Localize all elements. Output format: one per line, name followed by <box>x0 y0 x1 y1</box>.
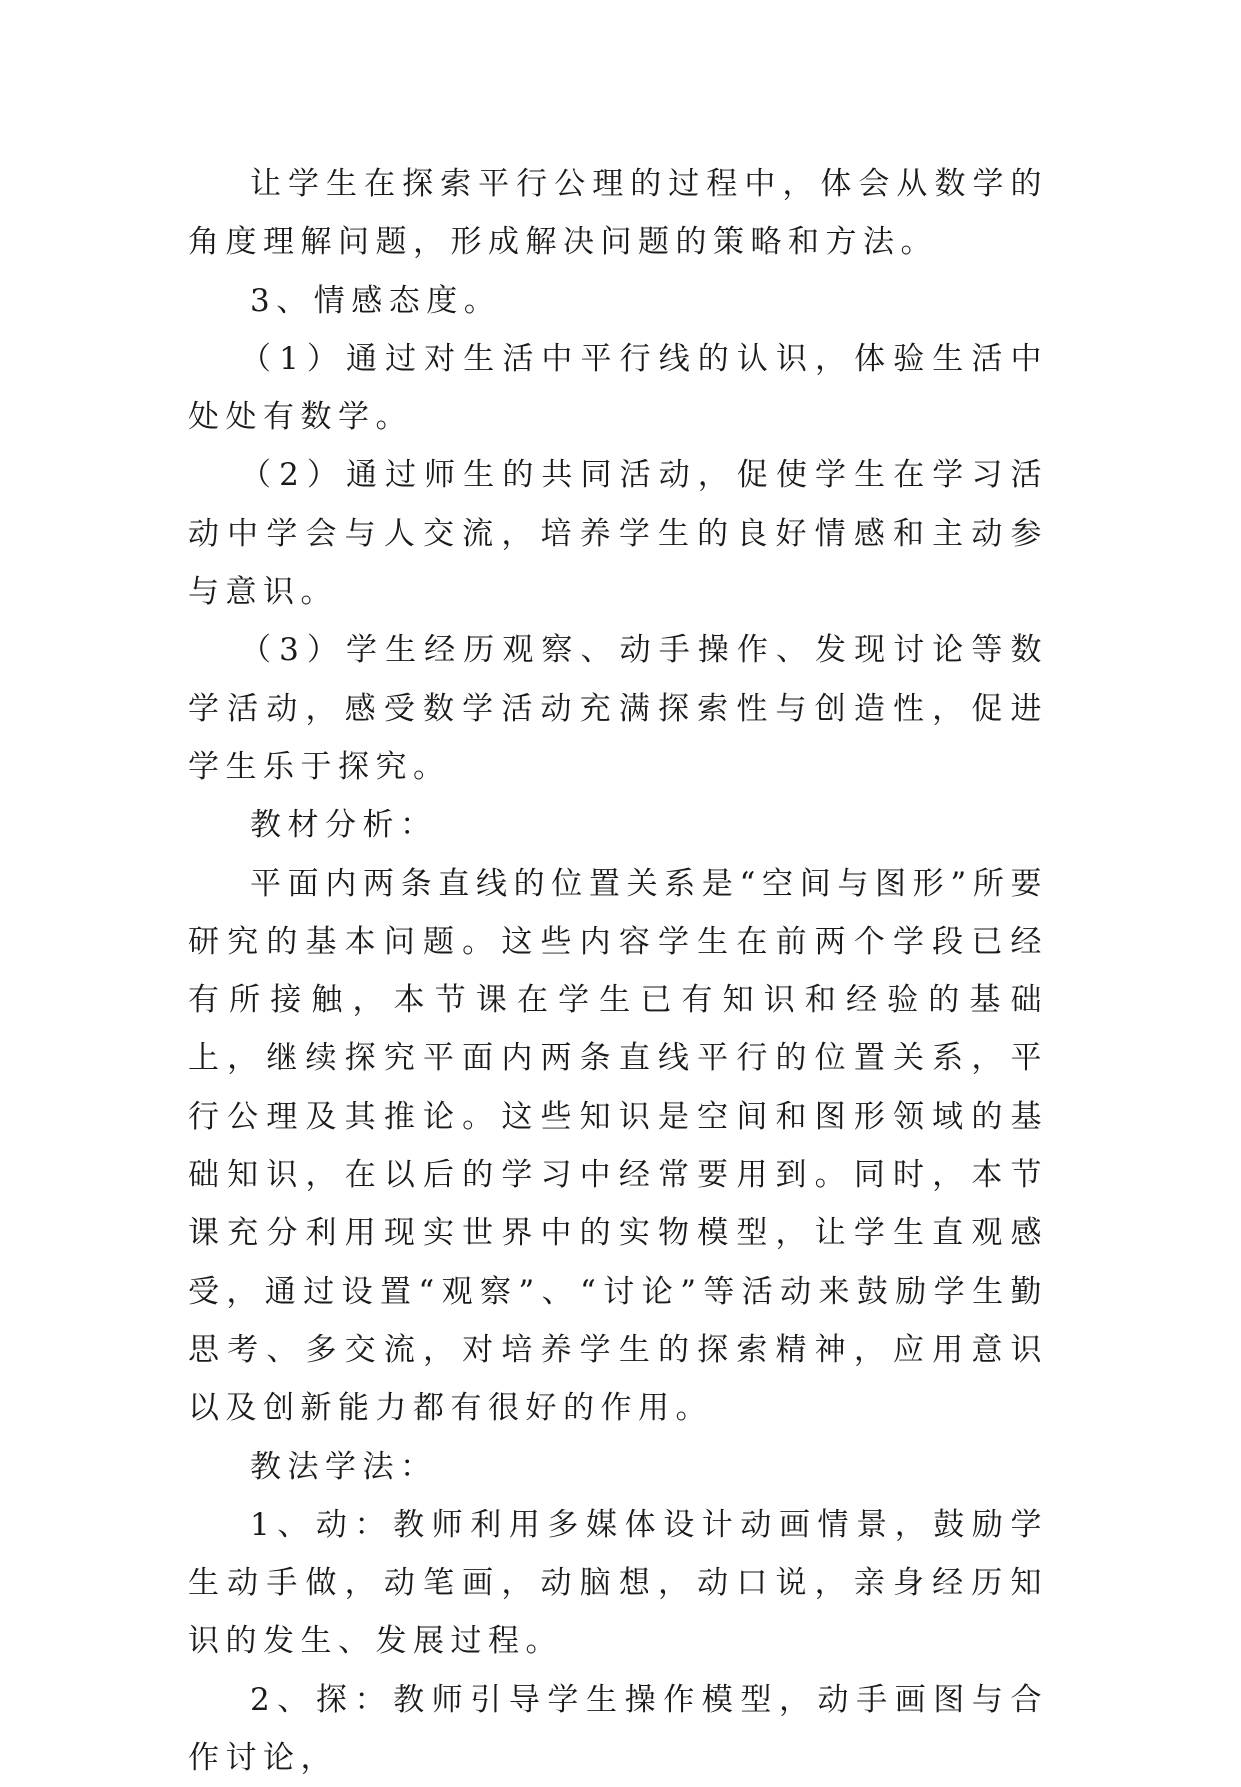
heading-teaching-methods: 教法学法： <box>250 1448 438 1485</box>
paragraph-attitude-1: （1）通过对生活中平行线的认识，体验生活中处处有数学。 <box>188 340 1048 436</box>
heading-textbook-analysis: 教材分析： <box>250 807 438 844</box>
document-body <box>188 155 1048 1787</box>
paragraph-attitude-3: （3）学生经历观察、动手操作、发现讨论等数学活动，感受数学活动充满探索性与创造性，促进学生乐于探究。 <box>188 632 1048 785</box>
paragraph-method-2: 2、探：教师引导学生操作模型，动手画图与合作讨论， <box>188 1681 1048 1777</box>
paragraph-objective-process: 让学生在探索平行公理的过程中，体会从数学的角度理解问题，形成解决问题的策略和方法。 <box>188 166 1048 261</box>
paragraph-attitude-2: （2）通过师生的共同活动，促使学生在学习活动中学会与人交流，培养学生的良好情感和主动参与意识。 <box>188 457 1048 611</box>
paragraph-method-1: 1、动：教师利用多媒体设计动画情景，鼓励学生动手做，动笔画，动脑想，动口说，亲身经历知识的发生、发展过程。 <box>188 1506 1048 1660</box>
heading-emotion-attitude: 3、情感态度。 <box>250 282 502 319</box>
paragraph-textbook-analysis: 平面内两条直线的位置关系是“空间与图形”所要研究的基本问题。这些内容学生在前两个学段已经有所接触，本节课在学生已有知识和经验的基础上，继续探究平面内两条直线平行的位置关系，平行公理及其推论。这些知识是空间和图形领域的基础知识，在以后的学习中经常要用到。同时，本节课充分利用现实世界中的实物模型，让学生直观感受，通过设置“观察”、“讨论”等活动来鼓励学生勤思考、多交流，对培养学生的探索精神，应用意识以及创新能力都有很好的作用。 <box>188 865 1048 1427</box>
